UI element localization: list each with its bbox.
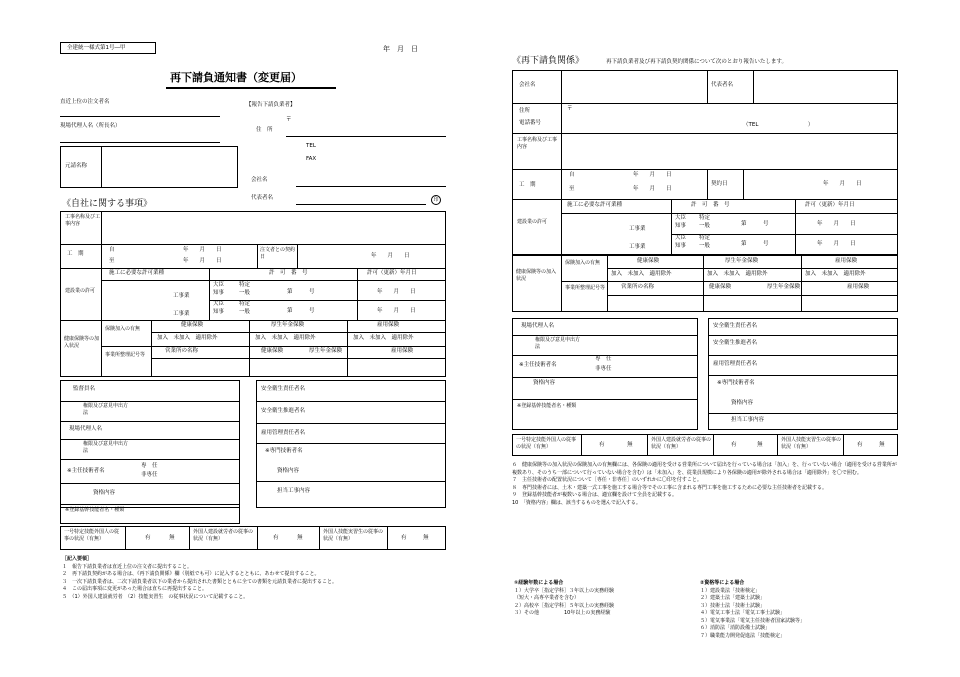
note-3: ３ 一次下請負業者は、二次下請負業者以下の業者から提出された書類とともに全ての書類を元請負業者に提出すること。: [62, 578, 338, 585]
sub-chief-qualification: 資格内容: [533, 380, 556, 386]
sub-permit-row1-governor: 知事: [675, 223, 687, 229]
contract-date: 年 月 日: [371, 253, 410, 259]
form-code-box: [60, 42, 156, 54]
sub-office-col-health: 健康保険: [709, 284, 732, 290]
period-to: 至: [109, 258, 115, 264]
insurance-label: 健康保険等の加入状況: [64, 336, 100, 349]
prime-contractor-box: [60, 146, 238, 188]
sub-safety-manager-label: 安全衛生責任者名: [713, 323, 758, 329]
chief-dedicated: 専 任: [141, 463, 158, 469]
sub-office-col-name: 営業所の名称: [621, 284, 655, 290]
permit-row1-governor: 知事: [213, 290, 225, 296]
office-label: 事業所整理記号等: [105, 352, 146, 358]
left-notes: [62, 556, 446, 601]
sub-contract-date-label: 契約日: [711, 181, 728, 187]
sub-period-from-date: 年 月 日: [633, 172, 672, 178]
sub-foreign-yes-3: 有: [857, 442, 863, 448]
sub-foreign-yes-2: 有: [731, 442, 737, 448]
qual-right-1: １）建設業法「技術検定」: [700, 587, 761, 594]
sub-foreign-label-1: 一号特定技能外国人の従事の状況（有無）: [516, 437, 577, 450]
sub-specialist-label: ※専門技術者名: [717, 380, 755, 386]
qual-right-title: ②資格等による場合: [700, 580, 745, 586]
qual-right-7: ７）職業能力開発促進法「技能検定」: [700, 632, 786, 639]
sub-permit-header-date: 許可（更新）年月日: [805, 202, 855, 208]
permit-row1-special: 特定: [239, 282, 251, 288]
notes-title: ［記入要領］: [62, 556, 93, 562]
sub-period-to: 至: [569, 186, 575, 192]
sub-period-from: 自: [569, 172, 575, 178]
ins-options-health: 加入 未加入 適用除外: [157, 335, 218, 341]
permit-row1-no: 第 号: [287, 289, 315, 295]
right-note-6: ６ 健康保険等の加入状況の保険加入の有無欄には、各保険の適用を受ける営業所について届出を行っている場合は「加入」を、行っていない場合（適用を受ける営業所が複数あり、そのうち一部について行っていない場合を含む）は「未加入」を、従業員規模により各保険の適用が除外される場合は「適用除外」を〇で囲む。: [512, 462, 897, 476]
sub-permit-row1-no: 第 号: [741, 221, 769, 227]
sub-foreign-no-2: 無: [757, 442, 763, 448]
registered-label: ※登録基幹技能者名・種類: [65, 507, 125, 513]
ins-status-label: 保険加入の有無: [105, 326, 141, 332]
personnel-right: [256, 380, 446, 508]
foreign-no-3: 無: [423, 535, 429, 541]
qual-right-2: ２）建築士法「建築士試験」: [700, 595, 766, 601]
foreign-label-1: 一号特定技能外国人の従事の状況（有無）: [64, 529, 120, 542]
permit-row1-date: 年 月 日: [377, 289, 416, 295]
sub-foreign-table: [512, 434, 898, 456]
right-note-10: 10 「資格内容」欄は、該当するものを選んで記入する。: [512, 499, 641, 506]
sub-company-label: 会社名: [519, 82, 536, 88]
fax-label: FAX: [306, 156, 317, 162]
permit-row2-date: 年 月 日: [377, 308, 416, 314]
sub-insurance-label: 健康保険等の加入状況: [516, 269, 557, 282]
sub-ins-options-employment: 加入 未加入 適用除外: [805, 271, 866, 277]
safety-promoter-label: 安全衛生推進者名: [261, 408, 306, 414]
contract-date-label: 注文者との契約日: [260, 247, 296, 260]
sub-permit-row2-minister: 大臣: [675, 235, 687, 241]
chief-engineer-label: ※主任技術者名: [67, 468, 105, 474]
sub-phone-label: 電話番号: [519, 120, 542, 126]
sub-tel: （TEL ）: [743, 122, 814, 128]
sub-foreign-label-2: 外国人建設就労者の従事の状況（有無）: [651, 437, 712, 450]
sub-office-col-employment: 雇用保険: [847, 284, 870, 290]
sub-contract-date: 年 月 日: [823, 181, 862, 187]
sub-office-col-pension: 厚生年金保険: [767, 284, 801, 290]
qual-left-4: ３）その他 10年以上の実務経験: [514, 610, 611, 616]
supervisor-label: 監督員名: [73, 386, 96, 392]
permit-row2-kind: 工事業: [173, 311, 190, 317]
note-2: ２ 再下請負契約がある場合は、《再下請負関係》欄（別紙でも可）に記入するとともに、あわせて提出すること。: [62, 571, 320, 577]
sub-foreign-no-3: 無: [879, 442, 885, 448]
foreign-yes-1: 有: [145, 535, 151, 541]
sub-personnel-left: [512, 318, 698, 430]
permit-header-no: 許 可 番 号: [269, 270, 308, 276]
safety-manager-label: 安全衛生責任者名: [261, 386, 306, 392]
qual-right-6: ６）消防法「消防設備士試験」: [700, 625, 771, 631]
sub-permit-row2-special: 特定: [699, 235, 711, 241]
ins-type-health: 健康保険: [181, 322, 204, 328]
permit-row2-minister: 大臣: [213, 301, 225, 307]
period-from: 自: [109, 247, 115, 253]
section-sub: 《再下請負関係》: [512, 56, 585, 66]
prime-label: 元請名称: [65, 163, 88, 169]
section-own: 《自社に関する事項》: [62, 199, 153, 209]
ins-type-employment: 雇用保険: [377, 322, 400, 328]
rep-label: 代表者名: [251, 195, 274, 201]
permit-row2-special: 特定: [239, 301, 251, 307]
office-col-name: 営業所の名称: [165, 348, 199, 354]
note-5: ５ （1）外国人建設就労者 （2）技能実習生 の従事状況について記載すること。: [62, 593, 249, 600]
sub-intro: 再下請負業者及び再下請負契約関係について次のとおり報告いたします。: [606, 59, 787, 65]
sub-permit-row1-special: 特定: [699, 215, 711, 221]
submit-date: 年 月 日: [383, 45, 418, 53]
permit-row2-general: 一般: [239, 309, 251, 315]
sub-employment-manager-label: 雇用管理責任者名: [713, 361, 758, 367]
own-table: [60, 211, 446, 377]
permit-label: 建設業の許可: [65, 288, 96, 294]
sub-chief-dedicated: 専 任: [595, 356, 612, 362]
sub-permit-row2-no: 第 号: [741, 241, 769, 247]
note-1: １ 報告下請負業者は直近上位の注文者に提出すること。: [62, 563, 193, 570]
foreign-yes-2: 有: [273, 535, 279, 541]
sub-ins-type-health: 健康保険: [637, 258, 660, 264]
office-col-pension: 厚生年金保険: [309, 348, 343, 354]
postal-mark: 〒: [286, 117, 292, 123]
qual-experience-list: [514, 580, 694, 618]
foreign-yes-3: 有: [401, 535, 407, 541]
sub-rep-label: 代表者名: [711, 82, 734, 88]
sub-foreign-no-1: 無: [627, 442, 633, 448]
specialist-label: ※専門技術者名: [265, 448, 303, 454]
sub-ins-options-pension: 加入 未加入 適用除外: [707, 271, 768, 277]
permit-row1-kind: 工事業: [173, 293, 190, 299]
tel-label: TEL: [306, 143, 316, 149]
qual-left-title: ①経験年数による場合: [514, 580, 564, 586]
sub-foreign-label-3: 外国人技能実習生の従事の状況（有無）: [781, 437, 842, 450]
permit-row1-minister: 大臣: [213, 282, 225, 288]
sub-safety-promoter-label: 安全衛生推進者名: [713, 340, 758, 346]
period-label: 工 期: [67, 251, 84, 257]
sub-personnel-right: [708, 318, 898, 430]
qual-right-3: ３）技術士法「技術士試験」: [700, 602, 766, 609]
page-title: 再下請負通知書（変更届）: [170, 71, 302, 84]
sub-postal-mark: 〒: [567, 106, 573, 112]
right-note-9: ９ 登録基幹技能者が複数いる場合は、適宜欄を設けて全員を記載する。: [512, 492, 678, 498]
registered-box: [60, 504, 240, 524]
sub-permit-row2-governor: 知事: [675, 243, 687, 249]
office-col-employment: 雇用保険: [391, 348, 414, 354]
chief-nondedicated: 非専任: [141, 472, 158, 478]
foreign-no-2: 無: [297, 535, 303, 541]
sub-insurance-table: [512, 254, 898, 312]
permit-row1-general: 一般: [239, 290, 251, 296]
sub-address-label: 住所: [519, 108, 531, 114]
sub-chief-engineer-label: ※主任技術者名: [519, 362, 557, 368]
sender-label: 【報告下請負業者】: [246, 102, 296, 108]
sub-specialist-assigned-work: 担当工事内容: [731, 417, 765, 423]
permit-row2-governor: 知事: [213, 309, 225, 315]
sub-ins-type-employment: 雇用保険: [835, 258, 858, 264]
sub-site-agent-label: 現場代理人名: [521, 323, 555, 329]
seal-mark: 印: [431, 195, 441, 205]
right-note-7: ７ 主任技術者の配置状況について［専任・非専任］のいずれかに〇印を付すこと。: [512, 477, 702, 483]
permit-header-kind: 施工に必要な許可業種: [109, 270, 165, 276]
employment-manager-label: 雇用管理責任者名: [261, 430, 306, 436]
sub-permit-label: 建設業の許可: [517, 219, 548, 225]
sub-permit-header-kind: 施工に必要な許可業種: [567, 202, 623, 208]
sub-permit-header-no: 許 可 番 号: [691, 202, 730, 208]
supervisor-authority: 権限及び意見申出方法: [83, 403, 129, 416]
client-label: 直近上位の注文者名: [60, 99, 110, 105]
permit-row2-no: 第 号: [287, 308, 315, 314]
sub-permit-row2-kind: 工事業: [629, 244, 646, 250]
sub-office-label: 事業所整理記号等: [565, 285, 606, 291]
agent-label: 現場代理人名（所長名）: [60, 123, 121, 129]
specialist-assigned-work: 担当工事内容: [277, 488, 311, 494]
sub-period-to-date: 年 月 日: [633, 186, 672, 192]
qual-right-5: ５）電気事業法「電気主任技術者国家試験等」: [700, 617, 806, 624]
period-to-date: 年 月 日: [183, 258, 222, 264]
sub-ins-status-label: 保険加入の有無: [565, 260, 601, 266]
note-4: ４ この届出事項に変更があった場合は直ちに再提出すること。: [62, 586, 207, 592]
qual-left-1: １）大学卒［指定学科］３年以上の実務経験: [514, 587, 615, 594]
qual-right-4: ４）電気工事士法「電気工事士試験」: [700, 610, 786, 616]
sub-ins-options-health: 加入 未加入 適用除外: [611, 271, 672, 277]
sub-site-agent-authority: 権限及び意見申出方法: [535, 337, 581, 350]
chief-qualification: 資格内容: [93, 490, 116, 496]
right-notes: [512, 462, 898, 507]
ins-options-pension: 加入 未加入 適用除外: [255, 335, 316, 341]
sub-permit-row1-general: 一般: [699, 223, 711, 229]
address-label: 住 所: [256, 127, 273, 133]
site-agent-authority: 権限及び意見申出方法: [83, 441, 129, 454]
qual-left-2: （短大・高専卒業者を含む）: [514, 595, 580, 601]
qual-certificate-list: [700, 580, 898, 640]
foreign-table: [60, 526, 446, 550]
sub-foreign-yes-1: 有: [599, 442, 605, 448]
qual-left-3: ２）高校卒［指定学科］５年以上の実務経験: [514, 602, 615, 609]
permit-header-date: 許可（更新）年月日: [367, 270, 417, 276]
sub-registered-label: ※登録基幹技能者名・種類: [517, 403, 577, 409]
right-note-8: ８ 専門技術者には、土木・建築一式工事を施工する場合等でその工事に含まれる専門工事を施工するために必要な主任技術者を記載する。: [512, 484, 828, 491]
foreign-label-2: 外国人建設就労者の従事の状況（有無）: [193, 529, 254, 542]
specialist-qualification: 資格内容: [277, 468, 300, 474]
company-label: 会社名: [251, 177, 268, 183]
sub-permit-row1-minister: 大臣: [675, 215, 687, 221]
period-from-date: 年 月 日: [183, 247, 222, 253]
form-code: 全建統一様式第1号―甲: [67, 45, 126, 51]
sub-permit-row1-date: 年 月 日: [817, 221, 856, 227]
work-name-label: 工事名称及び工事内容: [65, 214, 101, 227]
sub-permit-row2-date: 年 月 日: [817, 241, 856, 247]
personnel-left: [60, 380, 240, 508]
sub-permit-row2-general: 一般: [699, 243, 711, 249]
foreign-no-1: 無: [169, 535, 175, 541]
sub-specialist-qualification: 資格内容: [731, 400, 754, 406]
office-col-health: 健康保険: [261, 348, 284, 354]
foreign-label-3: 外国人技能実習生の従事の状況（有無）: [323, 529, 384, 542]
sub-period-label: 工 期: [519, 182, 536, 188]
ins-options-employment: 加入 未加入 適用除外: [353, 335, 414, 341]
sub-work-name-label: 工事名称及び工事内容: [517, 137, 558, 150]
sub-table: [512, 70, 898, 256]
sub-ins-type-pension: 厚生年金保険: [725, 258, 759, 264]
ins-type-pension: 厚生年金保険: [271, 322, 305, 328]
site-agent-label: 現場代理人名: [69, 426, 103, 432]
sub-permit-row1-kind: 工事業: [629, 226, 646, 232]
sub-chief-nondedicated: 非専任: [595, 366, 612, 372]
